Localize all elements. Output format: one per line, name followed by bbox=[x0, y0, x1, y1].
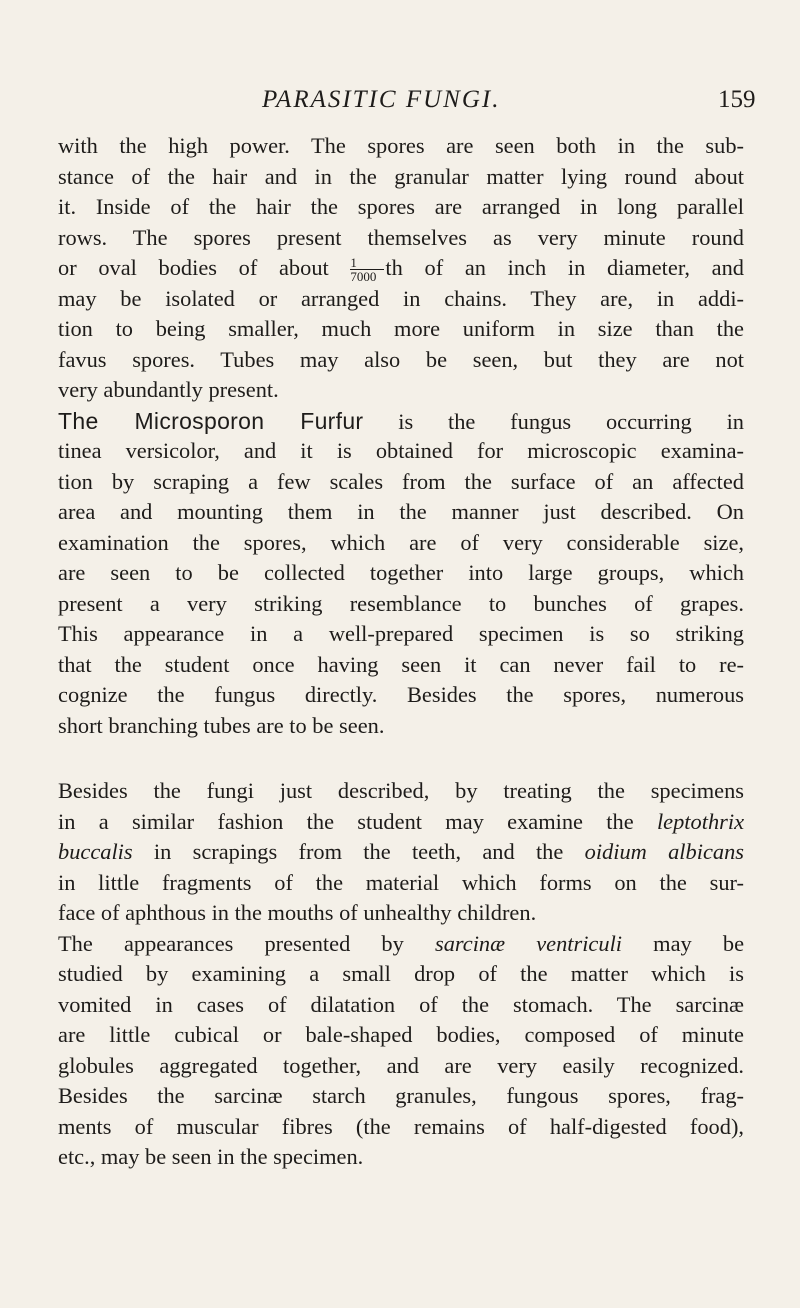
text-line: in little fragments of the material which forms on the sur- bbox=[58, 869, 744, 895]
text-fragment: may be bbox=[653, 930, 745, 956]
text-line: globules aggregated together, and are very easily recognized. bbox=[58, 1052, 744, 1078]
text-line: short branching tubes are to be seen. bbox=[58, 712, 385, 738]
text-line: present a very striking resemblance to bunches of grapes. bbox=[58, 590, 744, 616]
running-title: PARASITIC FUNGI. bbox=[262, 86, 501, 113]
body-text bbox=[58, 131, 744, 1173]
text-line: studied by examining a small drop of the matter which is bbox=[58, 961, 744, 986]
text-line: ments of muscular fibres (the remains of half-digested food), bbox=[58, 1113, 744, 1139]
italic-term: sarcinæ ventriculi bbox=[434, 930, 623, 956]
paragraph-3 bbox=[58, 776, 744, 1173]
text-line: are seen to be collected together into large groups, which bbox=[58, 560, 744, 585]
text-fragment: or oval bodies of about bbox=[58, 255, 329, 280]
text-fragment: The appearances presented by bbox=[58, 930, 404, 956]
text-line: Besides the fungi just described, by treating the specimens bbox=[58, 778, 744, 803]
text-line: may be isolated or arranged in chains. They are, in addi- bbox=[58, 285, 744, 311]
text-line bbox=[58, 807, 744, 838]
italic-term: leptothrix bbox=[656, 808, 745, 834]
text-line bbox=[58, 837, 744, 868]
text-line: stance of the hair and in the granular matter lying round about bbox=[58, 163, 744, 189]
running-head bbox=[0, 78, 800, 118]
text-line: etc., may be seen in the specimen. bbox=[58, 1144, 364, 1169]
paragraph-gap bbox=[58, 741, 744, 776]
text-line: tion by scraping a few scales from the surface of an affected bbox=[58, 468, 744, 494]
text-fragment: of an inch in diameter, and bbox=[424, 255, 744, 280]
text-line: vomited in cases of dilatation of the stomach. The sarcinæ bbox=[58, 991, 744, 1017]
italic-term: oidium albicans bbox=[584, 839, 744, 864]
text-line: tinea versicolor, and it is obtained for microscopic examina- bbox=[58, 438, 744, 463]
paragraph-2 bbox=[58, 406, 744, 742]
fraction-suffix: th bbox=[385, 255, 403, 280]
fraction bbox=[350, 256, 384, 283]
text-line: very abundantly present. bbox=[58, 377, 279, 402]
page-number: 159 bbox=[718, 86, 756, 113]
italic-term: buccalis bbox=[58, 839, 133, 864]
text-line-with-lead bbox=[58, 406, 744, 437]
text-line: Besides the sarcinæ starch granules, fungous spores, frag- bbox=[58, 1083, 744, 1108]
fraction-numerator: 1 bbox=[350, 256, 384, 270]
text-line: This appearance in a well-prepared specimen is so striking bbox=[58, 621, 744, 646]
fraction-denominator: 7000 bbox=[350, 269, 377, 285]
text-line: with the high power. The spores are seen both in the sub- bbox=[58, 133, 744, 158]
text-fragment: in scrapings from the teeth, and the bbox=[153, 839, 564, 864]
text-line bbox=[58, 929, 744, 960]
text-line: tion to being smaller, much more uniform in size than the bbox=[58, 316, 744, 341]
paragraph-1 bbox=[58, 131, 744, 406]
text-line: rows. The spores present themselves as very minute round bbox=[58, 224, 744, 250]
text-line: face of aphthous in the mouths of unhealthy children. bbox=[58, 900, 537, 925]
text-line: are little cubical or bale-shaped bodies, composed of minute bbox=[58, 1022, 744, 1047]
text-line: that the student once having seen it can never fail to re- bbox=[58, 651, 744, 677]
text-line: it. Inside of the hair the spores are arranged in long parallel bbox=[58, 194, 744, 219]
text-line: cognize the fungus directly. Besides the spores, numerous bbox=[58, 682, 744, 707]
text-line: favus spores. Tubes may also be seen, but they are not bbox=[58, 346, 744, 372]
text-line: area and mounting them in the manner just described. On bbox=[58, 499, 744, 524]
section-lead-term: The Microsporon Furfur bbox=[58, 407, 364, 434]
text-line-with-fraction bbox=[58, 253, 744, 284]
text-line: examination the spores, which are of very considerable size, bbox=[58, 529, 744, 555]
text-fragment: in a similar fashion the student may examine the bbox=[58, 808, 634, 834]
text-fragment: is the fungus occurring in bbox=[398, 408, 744, 434]
